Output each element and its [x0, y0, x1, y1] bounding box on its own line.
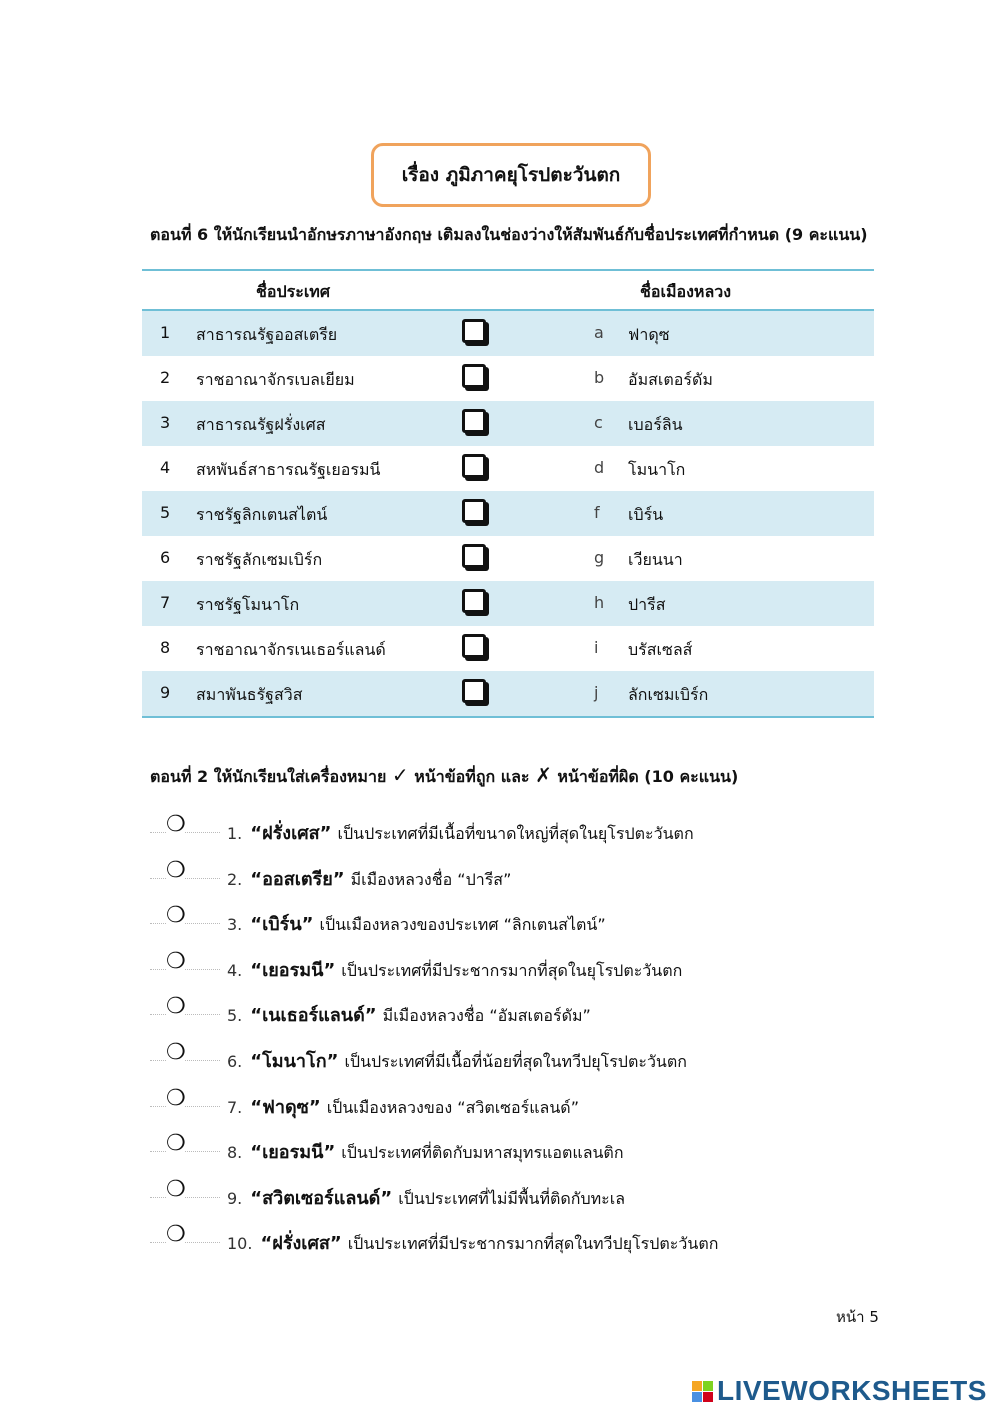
question-text: [227, 1046, 687, 1075]
question-text: [227, 1092, 579, 1121]
question-number: 10.: [227, 1234, 253, 1254]
question-number: 4.: [227, 960, 243, 980]
country-name: สหพันธ์สาธารณรัฐเยอรมนี: [196, 460, 381, 479]
question-number: 2.: [227, 869, 243, 889]
question-statement: เป็นประเทศที่ติดกับมหาสมุทรแอตแลนติก: [341, 1143, 624, 1163]
answer-box[interactable]: [462, 589, 486, 613]
answer-box[interactable]: [462, 679, 486, 703]
country-name: ราชรัฐโมนาโก: [196, 595, 300, 614]
answer-box[interactable]: [462, 499, 486, 523]
table-header: [142, 271, 874, 311]
question-statement: เป็นประเทศที่มีเนื้อที่ขนาดใหญ่ที่สุดในยุโรปตะวันตก: [337, 824, 694, 843]
answer-circle-icon[interactable]: ❍: [166, 1222, 186, 1248]
capital-name: ลักเซมเบิร์ก: [628, 685, 709, 704]
question-text: [227, 864, 511, 893]
logo-square: [703, 1392, 713, 1402]
table-row: [142, 356, 874, 401]
true-false-list: [150, 812, 910, 1268]
question-keyword: “สวิตเซอร์แลนด์”: [250, 1187, 393, 1209]
answer-circle-icon[interactable]: ❍: [166, 1039, 186, 1065]
question-number: 3.: [227, 915, 243, 935]
table-row: [142, 446, 874, 491]
question-text: [227, 909, 606, 938]
question-keyword: “เนเธอร์แลนด์”: [250, 1005, 377, 1027]
row-number: 2: [160, 368, 171, 387]
country-name: ราชรัฐลักเซมเบิร์ก: [196, 550, 323, 569]
liveworksheets-brand-text: LIVEWORKSHEETS: [717, 1375, 987, 1406]
column-header-capital: ชื่อเมืองหลวง: [640, 282, 732, 301]
country-name: สาธารณรัฐออสเตรีย: [196, 325, 338, 344]
question-number: 6.: [227, 1051, 243, 1071]
question-number: 7.: [227, 1097, 243, 1117]
answer-circle-icon[interactable]: ❍: [166, 1085, 186, 1111]
question-text: [227, 1183, 625, 1212]
list-item: [150, 1086, 910, 1132]
question-number: 1.: [227, 824, 243, 843]
capital-name: ฟาดุซ: [628, 325, 670, 344]
answer-box[interactable]: [462, 544, 486, 568]
list-item: [150, 1222, 910, 1268]
question-text: [227, 1137, 624, 1166]
country-name: ราชอาณาจักรเนเธอร์แลนด์: [196, 640, 386, 659]
question-text: [227, 955, 682, 984]
question-statement: เป็นเมืองหลวงของประเทศ “ลิกเตนสไตน์”: [319, 915, 606, 935]
capital-letter: f: [594, 503, 600, 522]
country-name: ราชรัฐลิกเตนสไตน์: [196, 505, 328, 524]
page-number: หน้า 5: [836, 1308, 879, 1326]
answer-circle-icon[interactable]: ❍: [166, 857, 186, 883]
question-text: [227, 1228, 718, 1257]
row-number: 7: [160, 593, 171, 612]
capital-name: เวียนนา: [628, 550, 683, 569]
logo-square: [692, 1392, 702, 1402]
list-item: [150, 1040, 910, 1086]
part2-instruction-middle: หน้าข้อที่ถูก และ: [414, 767, 530, 786]
capital-name: อัมสเตอร์ดัม: [628, 370, 713, 389]
answer-circle-icon[interactable]: ❍: [166, 812, 186, 837]
capital-name: เบิร์น: [628, 505, 664, 524]
row-number: 8: [160, 638, 171, 657]
answer-box[interactable]: [462, 634, 486, 658]
answer-box[interactable]: [462, 409, 486, 433]
capital-letter: a: [594, 323, 604, 342]
answer-circle-icon[interactable]: ❍: [166, 948, 186, 974]
question-statement: เป็นประเทศที่ไม่มีพื้นที่ติดกับทะเล: [398, 1188, 626, 1208]
capital-letter: i: [594, 638, 599, 657]
cross-mark-icon: ✗: [535, 763, 552, 787]
question-keyword: “โมนาโก”: [250, 1050, 339, 1072]
answer-circle-icon[interactable]: ❍: [166, 994, 186, 1020]
capital-name: บรัสเซลส์: [628, 640, 693, 659]
part2-instruction: [150, 763, 738, 790]
question-statement: มีเมืองหลวงชื่อ “อัมสเตอร์ดัม”: [382, 1006, 591, 1026]
table-row: [142, 536, 874, 581]
part2-instruction-end: หน้าข้อที่ผิด (10 คะแนน): [557, 767, 739, 786]
table-row: [142, 311, 874, 356]
capital-letter: g: [594, 548, 605, 567]
table-row: [142, 626, 874, 671]
list-item: [150, 1131, 910, 1177]
answer-circle-icon[interactable]: ❍: [166, 903, 186, 929]
logo-square: [703, 1381, 713, 1391]
table-row: [142, 401, 874, 446]
answer-box[interactable]: [462, 364, 486, 388]
country-name: สาธารณรัฐฝรั่งเศส: [196, 415, 326, 434]
answer-box[interactable]: [462, 454, 486, 478]
country-name: ราชอาณาจักรเบลเยียม: [196, 370, 355, 389]
country-name: สมาพันธรัฐสวิส: [196, 685, 303, 704]
row-number: 5: [160, 503, 171, 522]
question-statement: เป็นเมืองหลวงของ “สวิตเซอร์แลนด์”: [326, 1097, 579, 1117]
list-item: [150, 949, 910, 995]
liveworksheets-logo-icon: [692, 1381, 713, 1402]
logo-square: [692, 1381, 702, 1391]
part2-instruction-start: ตอนที่ 2 ให้นักเรียนใส่เครื่องหมาย: [150, 767, 387, 786]
table-row: [142, 491, 874, 536]
capital-letter: h: [594, 593, 605, 612]
question-statement: มีเมืองหลวงชื่อ “ปารีส”: [350, 869, 512, 889]
answer-box[interactable]: [462, 319, 486, 343]
list-item: [150, 858, 910, 904]
worksheet-title: เรื่อง ภูมิภาคยุโรปตะวันตก: [371, 143, 651, 207]
capital-name: โมนาโก: [628, 460, 686, 479]
row-number: 4: [160, 458, 171, 477]
question-number: 5.: [227, 1006, 243, 1026]
row-number: 6: [160, 548, 171, 567]
question-statement: เป็นประเทศที่มีเนื้อที่น้อยที่สุดในทวีปยุโรปตะวันตก: [344, 1051, 687, 1071]
list-item: [150, 903, 910, 949]
question-statement: เป็นประเทศที่มีประชากรมากที่สุดในทวีปยุโรปตะวันตก: [347, 1234, 719, 1254]
answer-circle-icon[interactable]: ❍: [166, 1176, 186, 1202]
question-keyword: “เยอรมนี”: [250, 959, 336, 981]
question-keyword: “เยอรมนี”: [250, 1142, 336, 1164]
capital-letter: d: [594, 458, 605, 477]
check-mark-icon: ✓: [391, 763, 409, 787]
question-number: 9.: [227, 1188, 243, 1208]
question-keyword: “เบิร์น”: [250, 914, 314, 936]
question-keyword: “ฝรั่งเศส”: [260, 1233, 342, 1255]
row-number: 1: [160, 323, 171, 342]
question-text: [227, 818, 694, 847]
answer-circle-icon[interactable]: ❍: [166, 1131, 186, 1157]
list-item: [150, 994, 910, 1040]
capital-letter: c: [594, 413, 603, 432]
capital-letter: j: [594, 683, 599, 702]
liveworksheets-logo[interactable]: [692, 1375, 987, 1407]
row-number: 9: [160, 683, 171, 702]
column-header-country: ชื่อประเทศ: [256, 282, 330, 301]
question-text: [227, 1000, 591, 1029]
table-row: [142, 671, 874, 716]
table-row: [142, 581, 874, 626]
capital-letter: b: [594, 368, 605, 387]
question-keyword: “ฝรั่งเศส”: [250, 823, 332, 844]
list-item: [150, 812, 910, 858]
capital-name: ปารีส: [628, 595, 666, 614]
question-keyword: “ออสเตรีย”: [250, 868, 345, 890]
question-statement: เป็นประเทศที่มีประชากรมากที่สุดในยุโรปตะวันตก: [341, 960, 683, 980]
question-keyword: “ฟาดุซ”: [250, 1096, 321, 1118]
question-number: 8.: [227, 1143, 243, 1163]
part1-instruction: ตอนที่ 6 ให้นักเรียนนำอักษรภาษาอังกฤษ เติมลงในช่องว่างให้สัมพันธ์กับชื่อประเทศที่กำหนด (9 คะแนน): [150, 225, 868, 244]
matching-table: [142, 269, 874, 718]
list-item: [150, 1177, 910, 1223]
row-number: 3: [160, 413, 171, 432]
capital-name: เบอร์ลิน: [628, 415, 683, 434]
